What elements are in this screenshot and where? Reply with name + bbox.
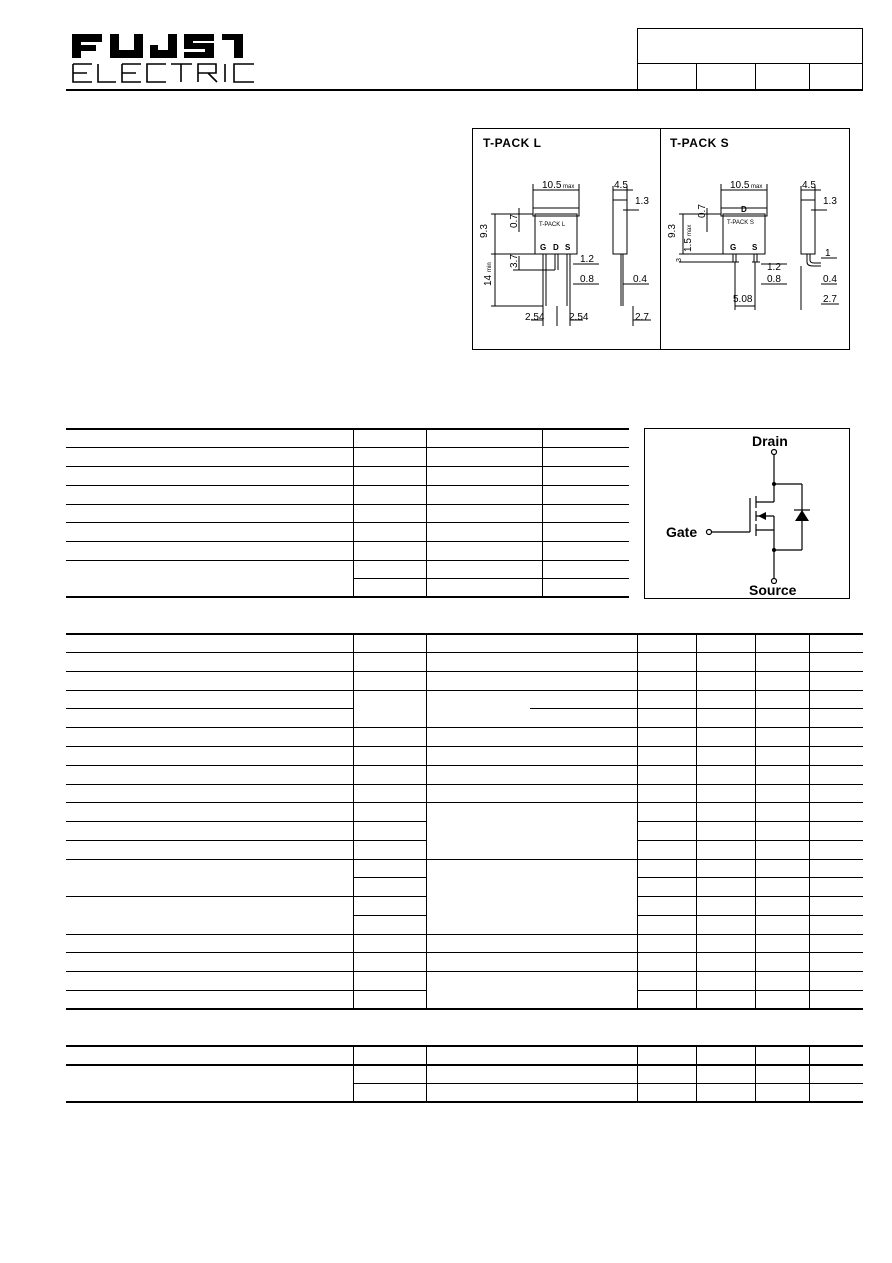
dim-tab: 0.7 bbox=[697, 204, 708, 218]
title-box-cell-divider bbox=[809, 63, 810, 89]
pin-label-s: S bbox=[752, 243, 758, 252]
dim-tab: 0.7 bbox=[509, 214, 520, 228]
package-marking: T-PACK S bbox=[727, 220, 754, 226]
gate-label: Gate bbox=[666, 524, 698, 540]
pin-label-s: S bbox=[565, 243, 571, 252]
dim-height-body: 9.3 bbox=[667, 224, 678, 238]
dim-side-width: 4.5 bbox=[802, 180, 816, 191]
title-box bbox=[637, 28, 863, 90]
dim-height-body: 9.3 bbox=[479, 224, 490, 238]
dim-pitch: 5.08 bbox=[733, 294, 753, 305]
dim-lead-gap: 1.2 bbox=[767, 262, 781, 273]
dim-lead-step: 3.7 bbox=[509, 254, 520, 268]
header-rule bbox=[66, 89, 863, 91]
package-drawing-right bbox=[661, 170, 849, 340]
dim-width-top: 10.5 bbox=[542, 180, 562, 191]
dim-side-width: 4.5 bbox=[614, 180, 628, 191]
title-box-cell-divider bbox=[755, 63, 756, 89]
dim-side-tab: 1.3 bbox=[635, 196, 649, 207]
dim-lead-step: 1.5 bbox=[683, 238, 694, 252]
fuji-electric-logo bbox=[70, 30, 260, 88]
dim-lead-small: 3 bbox=[676, 258, 683, 262]
title-box-divider bbox=[637, 63, 863, 64]
dim-lead-len-unit: min bbox=[487, 262, 493, 272]
dim-side-lead: 0.4 bbox=[823, 274, 837, 285]
dim-lead-w: 0.8 bbox=[767, 274, 781, 285]
package-drawing-left bbox=[473, 170, 659, 340]
dim-width-top: 10.5 bbox=[730, 180, 750, 191]
dim-lead-w: 0.8 bbox=[580, 274, 594, 285]
pin-label-g: G bbox=[540, 243, 547, 252]
dim-lead-gap: 1.2 bbox=[580, 254, 594, 265]
pin-label-d: D bbox=[553, 243, 559, 252]
dim-width-top-unit: max bbox=[563, 184, 575, 190]
dim-side-tab: 1.3 bbox=[823, 196, 837, 207]
dim-width-top-unit: max bbox=[751, 184, 763, 190]
package-marking: T-PACK L bbox=[539, 222, 566, 228]
dim-side-top: 1 bbox=[825, 248, 831, 259]
dim-pitch-right: 2.54 bbox=[569, 312, 589, 323]
source-label: Source bbox=[749, 582, 797, 598]
dim-pitch-left: 2.54 bbox=[525, 312, 545, 323]
drain-label: Drain bbox=[752, 433, 788, 449]
dim-side-bottom: 2.7 bbox=[823, 294, 837, 305]
dim-lead-step-unit: max bbox=[687, 224, 693, 236]
pin-label-d: D bbox=[741, 205, 747, 214]
mosfet-symbol bbox=[700, 448, 820, 584]
title-box-cell-divider bbox=[696, 63, 697, 89]
package-title-left: T-PACK L bbox=[483, 136, 542, 150]
pin-label-g: G bbox=[730, 243, 737, 252]
dim-side-lead: 0.4 bbox=[633, 274, 647, 285]
package-title-right: T-PACK S bbox=[670, 136, 730, 150]
dim-lead-len: 14 bbox=[483, 274, 494, 286]
dim-side-bottom: 2.7 bbox=[635, 312, 649, 323]
